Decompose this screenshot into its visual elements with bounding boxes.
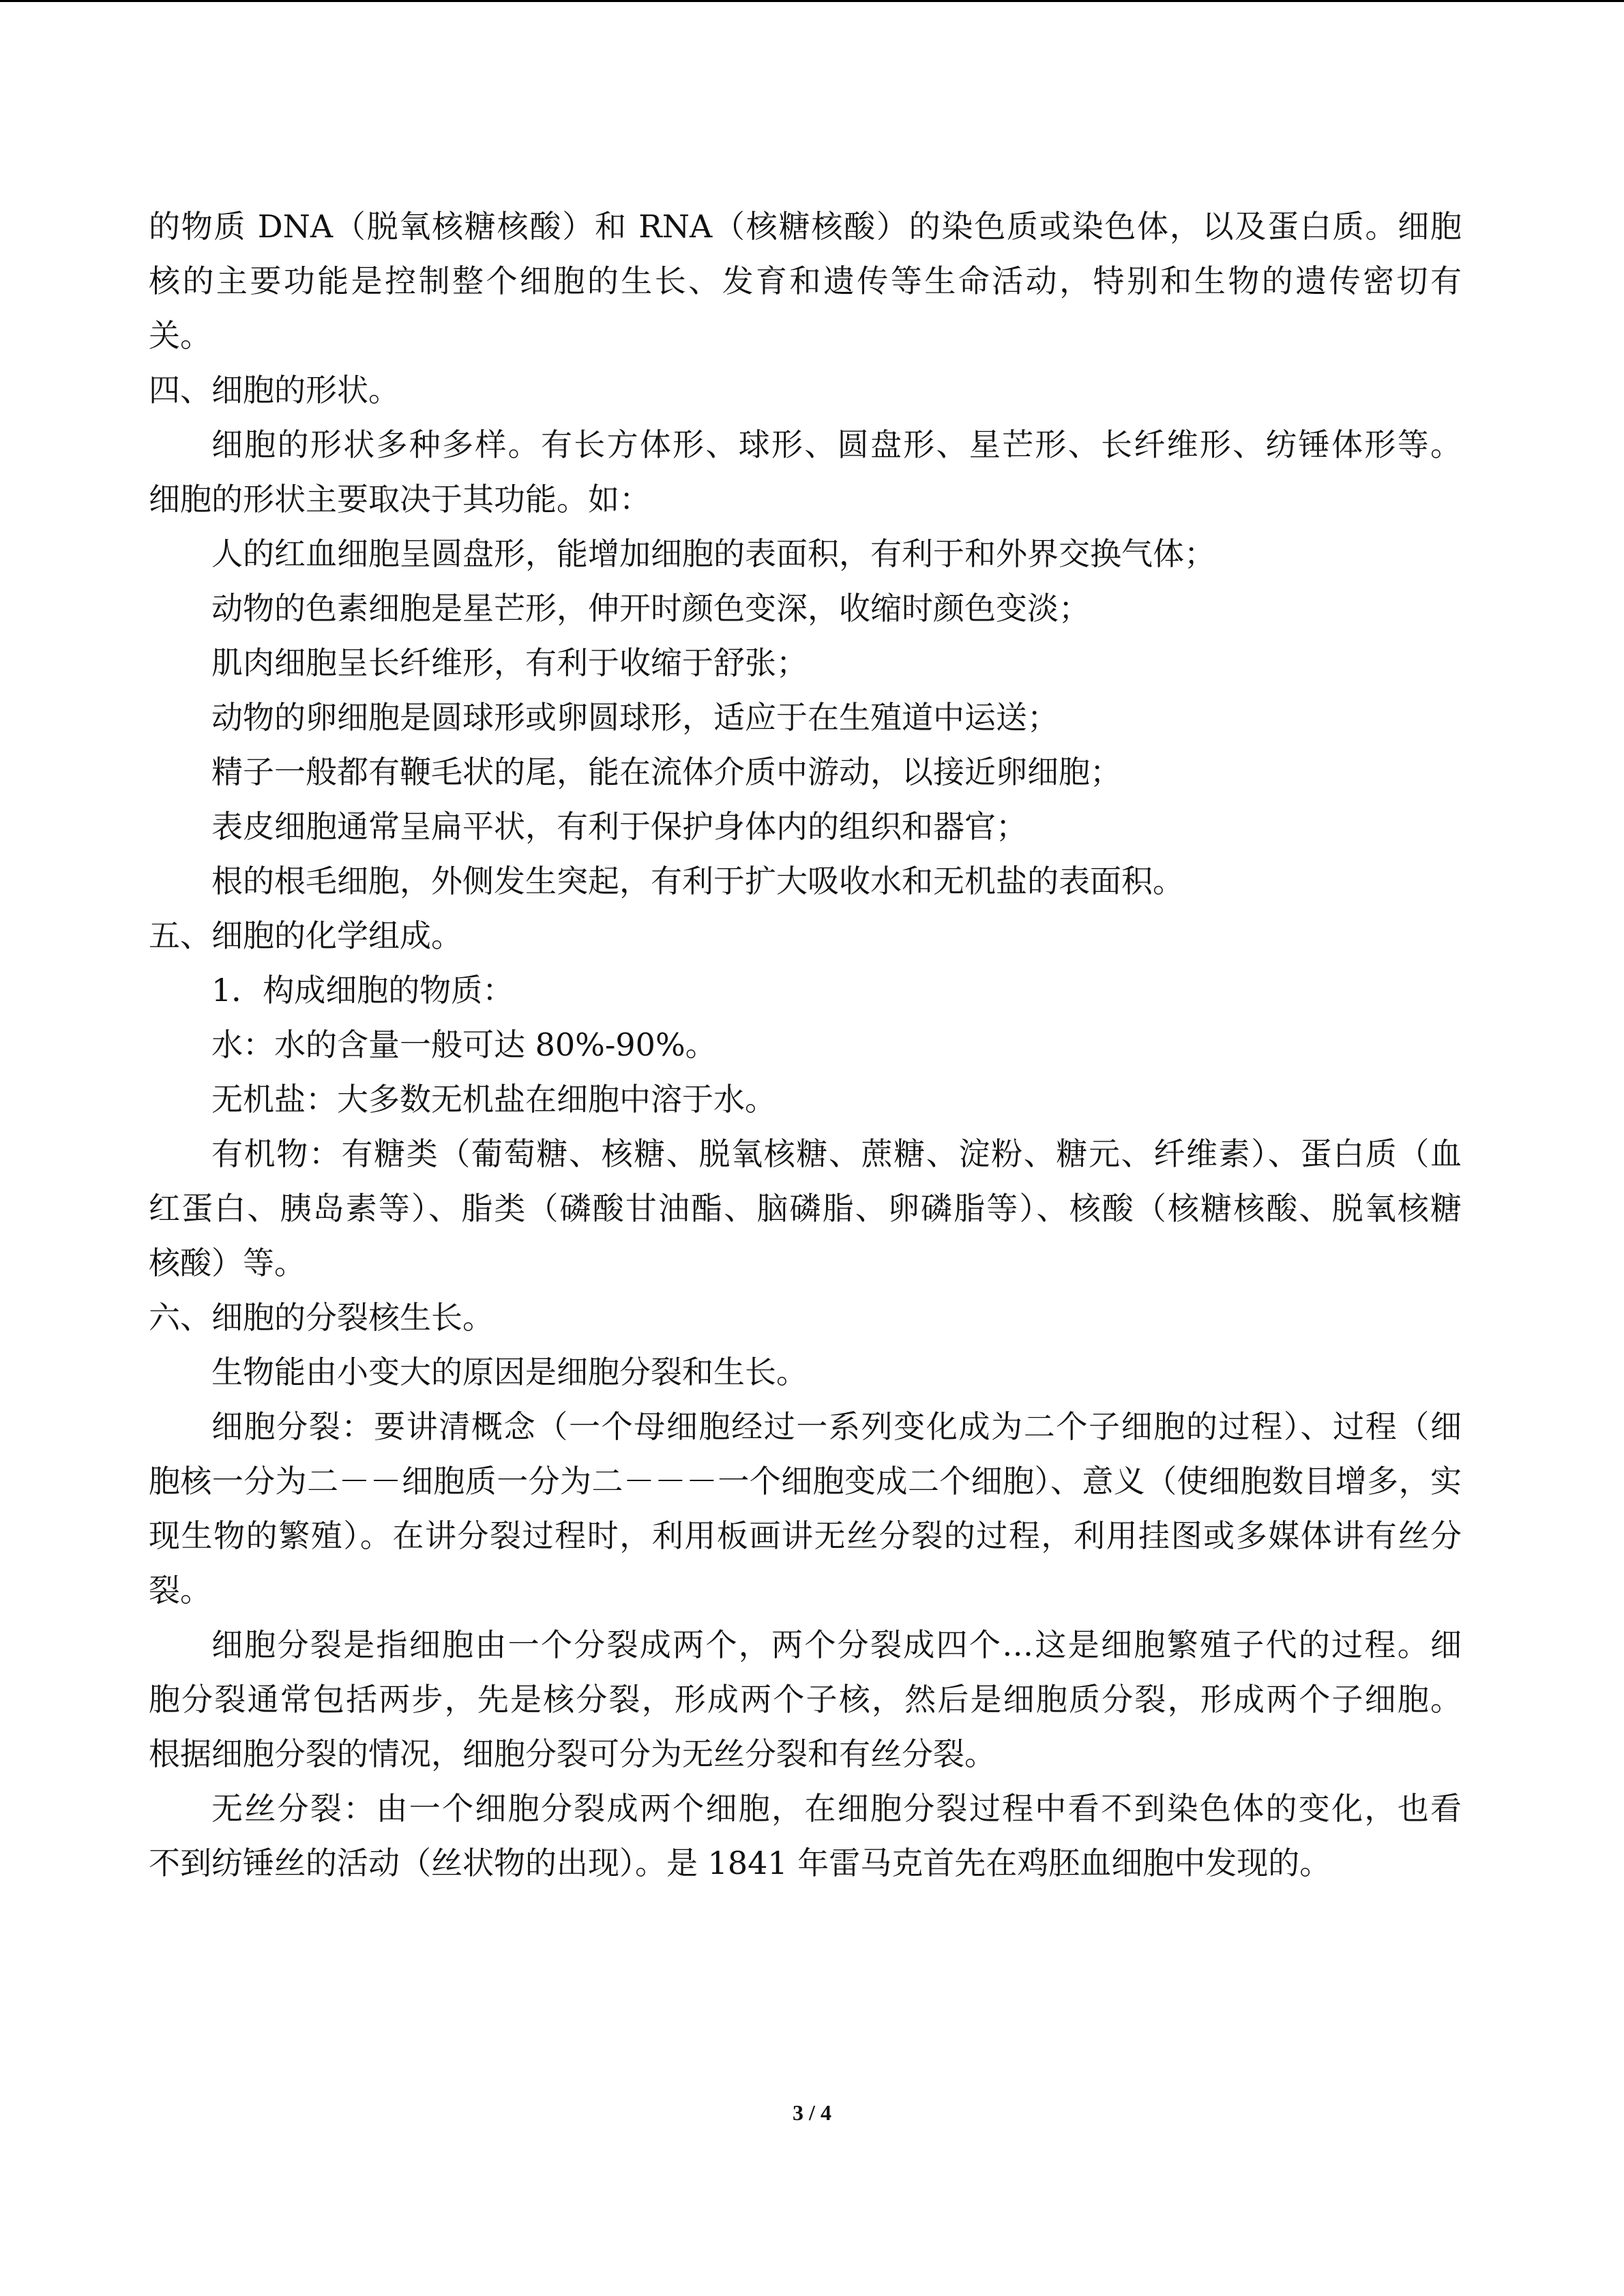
paragraph-line: 细胞的形状主要取决于其功能。如： bbox=[149, 481, 651, 518]
paragraph-line: 核酸）等。 bbox=[149, 1244, 306, 1281]
paragraph-line: 胞分裂通常包括两步，先是核分裂，形成两个子核，然后是细胞质分裂，形成两个子细胞。 bbox=[149, 1681, 1462, 1718]
paragraph-line: 无丝分裂：由一个细胞分裂成两个细胞，在细胞分裂过程中看不到染色体的变化，也看 bbox=[211, 1790, 1462, 1827]
paragraph-line: 细胞的形状多种多样。有长方体形、球形、圆盘形、星芒形、长纤维形、纺锤体形等。 bbox=[211, 426, 1462, 463]
list-item: 根的根毛细胞，外侧发生突起，有利于扩大吸收水和无机盐的表面积。 bbox=[211, 863, 1184, 899]
section-heading-chemical-composition: 五、细胞的化学组成。 bbox=[149, 917, 462, 954]
subsection-heading: 1．构成细胞的物质： bbox=[211, 972, 514, 1009]
list-item: 人的红血细胞呈圆盘形，能增加细胞的表面积，有利于和外界交换气体； bbox=[211, 535, 1215, 572]
paragraph-line: 根据细胞分裂的情况，细胞分裂可分为无丝分裂和有丝分裂。 bbox=[149, 1735, 996, 1772]
paragraph-line: 核的主要功能是控制整个细胞的生长、发育和遗传等生命活动，特别和生物的遗传密切有 bbox=[149, 263, 1462, 299]
paragraph-line: 细胞分裂：要讲清概念（一个母细胞经过一系列变化成为二个子细胞的过程）、过程（细 bbox=[211, 1408, 1462, 1445]
top-border-line bbox=[0, 0, 1624, 2]
document-body bbox=[149, 199, 1462, 1890]
list-item: 动物的卵细胞是圆球形或卵圆球形，适应于在生殖道中运送； bbox=[211, 699, 1059, 736]
paragraph-line: 不到纺锤丝的活动（丝状物的出现）。是 1841 年雷马克首先在鸡胚血细胞中发现的。 bbox=[149, 1845, 1331, 1881]
page-number: 3 / 4 bbox=[793, 2100, 831, 2125]
list-item: 动物的色素细胞是星芒形，伸开时颜色变深，收缩时颜色变淡； bbox=[211, 590, 1090, 627]
list-item: 水：水的含量一般可达 80%-90%。 bbox=[211, 1026, 717, 1063]
paragraph-line: 胞核一分为二－－细胞质一分为二－－－一个细胞变成二个细胞）、意义（使细胞数目增多，实 bbox=[149, 1463, 1462, 1500]
paragraph-line: 关。 bbox=[149, 317, 211, 354]
paragraph-line: 生物能由小变大的原因是细胞分裂和生长。 bbox=[211, 1354, 808, 1390]
section-heading-cell-shape: 四、细胞的形状。 bbox=[149, 372, 400, 408]
paragraph-line: 有机物：有糖类（葡萄糖、核糖、脱氧核糖、蔗糖、淀粉、糖元、纤维素）、蛋白质（血 bbox=[211, 1135, 1462, 1172]
list-item: 肌肉细胞呈长纤维形，有利于收缩于舒张； bbox=[211, 644, 808, 681]
section-heading-cell-division: 六、细胞的分裂核生长。 bbox=[149, 1299, 494, 1336]
paragraph-line: 裂。 bbox=[149, 1572, 211, 1609]
paragraph-line: 的物质 DNA（脱氧核糖核酸）和 RNA（核糖核酸）的染色质或染色体，以及蛋白质。细胞 bbox=[149, 208, 1462, 245]
paragraph-line: 现生物的繁殖）。在讲分裂过程时，利用板画讲无丝分裂的过程，利用挂图或多媒体讲有丝分 bbox=[149, 1517, 1462, 1554]
list-item: 精子一般都有鞭毛状的尾，能在流体介质中游动，以接近卵细胞； bbox=[211, 754, 1121, 790]
list-item: 无机盐：大多数无机盐在细胞中溶于水。 bbox=[211, 1081, 776, 1118]
list-item: 表皮细胞通常呈扁平状，有利于保护身体内的组织和器官； bbox=[211, 808, 1027, 845]
paragraph-line: 红蛋白、胰岛素等）、脂类（磷酸甘油酯、脑磷脂、卵磷脂等）、核酸（核糖核酸、脱氧核糖 bbox=[149, 1190, 1462, 1227]
paragraph-line: 细胞分裂是指细胞由一个分裂成两个，两个分裂成四个…这是细胞繁殖子代的过程。细 bbox=[211, 1626, 1462, 1663]
